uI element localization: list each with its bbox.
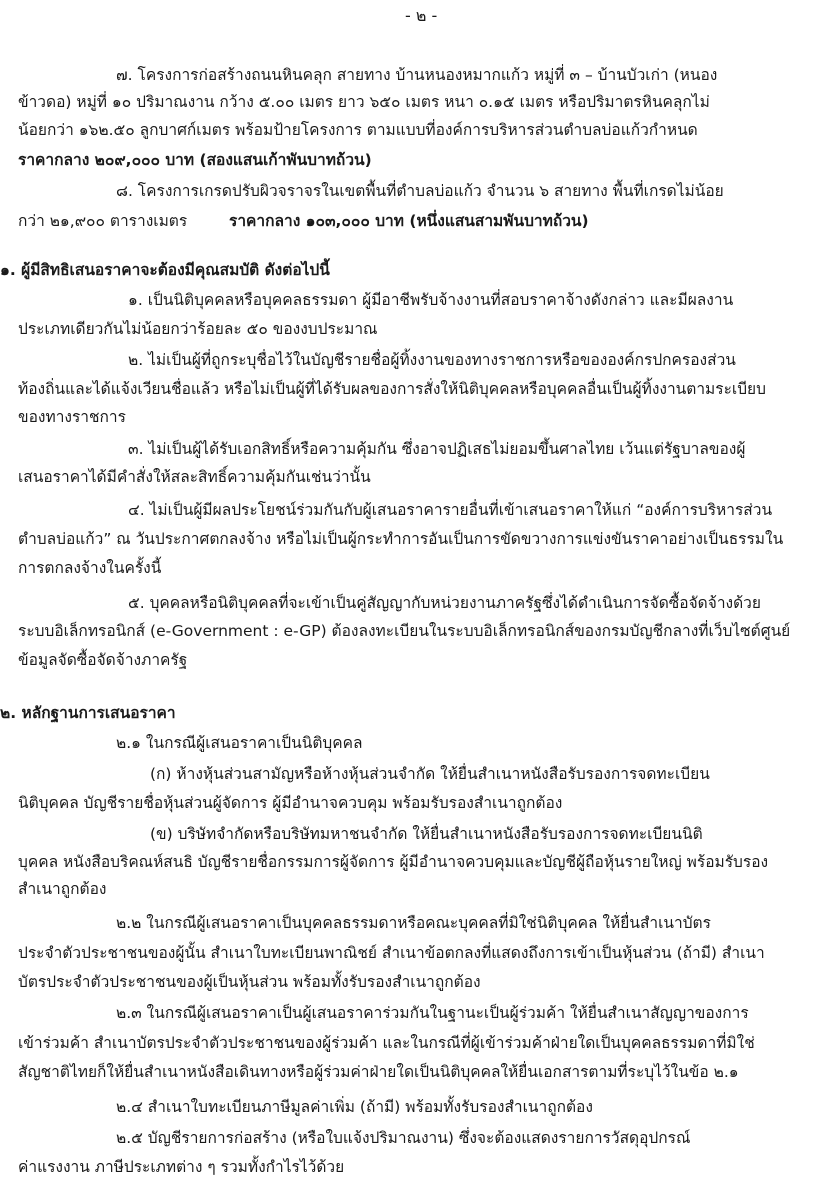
project7-line2: ข้าวดอ) หมู่ที่ ๑๐ ปริมาณงาน กว้าง ๕.๐๐ เมตร ยาว ๖๕๐ เมตร หนา ๐.๑๕ เมตร หรือปริมาตรหินคลุกไม่: [18, 93, 710, 111]
section1-item2-line1: ๒. ไม่เป็นผู้ที่ถูกระบุชื่อไว้ในบัญชีรายชื่อผู้ทิ้งงานของทางราชการหรือขององค์กรปกครองส่วน: [128, 351, 736, 369]
section2-3-line2: เข้าร่วมค้า สำเนาบัตรประจำตัวประชาชนของผู้ร่วมค้า และในกรณีที่ผู้เข้าร่วมค้าฝ่ายใดเป็นบุคคลธรรมดาที่มิใช่: [18, 1034, 755, 1052]
section2-1-heading: ๒.๑ ในกรณีผู้เสนอราคาเป็นนิติบุคคล: [116, 734, 363, 752]
section1-item1-line2: ประเภทเดียวกันไม่น้อยกว่าร้อยละ ๕๐ ของงบประมาณ: [18, 320, 378, 338]
project8-line1: ๘. โครงการเกรดปรับผิวจราจรในเขตพื้นที่ตำบลบ่อแก้ว จำนวน ๖ สายทาง พื้นที่เกรดไม่น้อย: [116, 182, 724, 200]
page-number: - ๒ -: [405, 6, 438, 25]
section2-1a-line2: นิติบุคคล บัญชีรายชื่อหุ้นส่วนผู้จัดการ ผู้มีอำนาจควบคุม พร้อมรับรองสำเนาถูกต้อง: [18, 794, 563, 812]
project8-price: ราคากลาง ๑๐๓,๐๐๐ บาท (หนึ่งแสนสามพันบาทถ้วน): [229, 212, 589, 230]
project8-line2: กว่า ๒๑,๙๐๐ ตารางเมตร: [18, 212, 188, 230]
project7-line3: น้อยกว่า ๑๖๒.๕๐ ลูกบาศก์เมตร พร้อมป้ายโครงการ ตามแบบที่องค์การบริหารส่วนตำบลบ่อแก้วกำหนด: [18, 121, 698, 139]
section1-item3-line2: เสนอราคาได้มีคำสั่งให้สละสิทธิ์ความคุ้มกันเช่นว่านั้น: [18, 468, 371, 486]
project7-price: ราคากลาง ๒๐๙,๐๐๐ บาท (สองแสนเก้าพันบาทถ้วน): [18, 151, 372, 169]
section1-item5-line1: ๕. บุคคลหรือนิติบุคคลที่จะเข้าเป็นคู่สัญญากับหน่วยงานภาครัฐซึ่งได้ดำเนินการจัดซื้อจัดจ้างด้วย: [128, 594, 761, 612]
section1-item2-line3: ของทางราชการ: [18, 408, 126, 426]
section2-heading: ๒. หลักฐานการเสนอราคา: [0, 704, 176, 722]
section1-item4-line3: การตกลงจ้างในครั้งนี้: [18, 559, 162, 577]
section2-2-line1: ๒.๒ ในกรณีผู้เสนอราคาเป็นบุคคลธรรมดาหรือคณะบุคคลที่มิใช่นิติบุคคล ให้ยื่นสำเนาบัตร: [116, 914, 711, 932]
section2-5-line2: ค่าแรงงาน ภาษีประเภทต่าง ๆ รวมทั้งกำไรไว้ด้วย: [18, 1158, 345, 1176]
section2-3-line3: สัญชาติไทยก็ให้ยื่นสำเนาหนังสือเดินทางหรือผู้ร่วมค่าฝ่ายใดเป็นนิติบุคคลให้ยื่นเอกสารตามที่ระบุไว้ในข้อ ๒.๑: [18, 1063, 739, 1081]
project7-line1: ๗. โครงการก่อสร้างถนนหินคลุก สายทาง บ้านหนองหมากแก้ว หมู่ที่ ๓ – บ้านบัวเก่า (หนอง: [116, 66, 718, 84]
section1-item5-line2: ระบบอิเล็กทรอนิกส์ (e-Government : e-GP) ต้องลงทะเบียนในระบบอิเล็กทรอนิกส์ของกรมบัญชีกลางที่เว็บไซต์ศูนย์: [18, 622, 791, 640]
section2-3-line1: ๒.๓ ในกรณีผู้เสนอราคาเป็นผู้เสนอราคาร่วมกันในฐานะเป็นผู้ร่วมค้า ให้ยื่นสำเนาสัญญาของการ: [116, 1004, 749, 1022]
section1-item5-line3: ข้อมูลจัดซื้อจัดจ้างภาครัฐ: [18, 651, 188, 669]
section2-1a-line1: (ก) ห้างหุ้นส่วนสามัญหรือห้างหุ้นส่วนจำกัด ให้ยื่นสำเนาหนังสือรับรองการจดทะเบียน: [150, 765, 710, 783]
section1-item4-line1: ๔. ไม่เป็นผู้มีผลประโยชน์ร่วมกันกับผู้เสนอราคารายอื่นที่เข้าเสนอราคาให้แก่ “องค์การบริหารส่วน: [128, 501, 773, 519]
section2-1b-line1: (ข) บริษัทจำกัดหรือบริษัทมหาชนจำกัด ให้ยื่นสำเนาหนังสือรับรองการจดทะเบียนนิติ: [150, 825, 703, 843]
section2-1b-line3: สำเนาถูกต้อง: [18, 880, 107, 898]
section1-item2-line2: ท้องถิ่นและได้แจ้งเวียนชื่อแล้ว หรือไม่เป็นผู้ที่ได้รับผลของการสั่งให้นิติบุคคลหรือบุคคลอื่นเป็นผู้ทิ้งงานตามระเบียบ: [18, 380, 766, 398]
section2-2-line3: บัตรประจำตัวประชาชนของผู้เป็นหุ้นส่วน พร้อมทั้งรับรองสำเนาถูกต้อง: [18, 973, 481, 991]
section2-1b-line2: บุคคล หนังสือบริคณห์สนธิ บัญชีรายชื่อกรรมการผู้จัดการ ผู้มีอำนาจควบคุมและบัญชีผู้ถือหุ้นรายใหญ่ พร้อมรับรอง: [18, 853, 769, 871]
section1-item3-line1: ๓. ไม่เป็นผู้ได้รับเอกสิทธิ์หรือความคุ้มกัน ซึ่งอาจปฏิเสธไม่ยอมขึ้นศาลไทย เว้นแต่รัฐบาลของผู้: [128, 440, 746, 458]
section2-2-line2: ประจำตัวประชาชนของผู้นั้น สำเนาใบทะเบียนพาณิชย์ สำเนาข้อตกลงที่แสดงถึงการเข้าเป็นหุ้นส่วน (ถ้ามี) สำเนา: [18, 944, 765, 962]
section2-5-line1: ๒.๕ บัญชีรายการก่อสร้าง (หรือใบแจ้งปริมาณงาน) ซึ่งจะต้องแสดงรายการวัสดุอุปกรณ์: [116, 1129, 691, 1147]
section1-item4-line2: ตำบลบ่อแก้ว” ณ วันประกาศตกลงจ้าง หรือไม่เป็นผู้กระทำการอันเป็นการขัดขวางการแข่งขันราคาอย่างเป็นธรรมใน: [18, 530, 784, 548]
section1-item1-line1: ๑. เป็นนิติบุคคลหรือบุคคลธรรมดา ผู้มีอาชีพรับจ้างงานที่สอบราคาจ้างดังกล่าว และมีผลงาน: [128, 291, 734, 309]
section2-4: ๒.๔ สำเนาใบทะเบียนภาษีมูลค่าเพิ่ม (ถ้ามี) พร้อมทั้งรับรองสำเนาถูกต้อง: [116, 1098, 593, 1116]
section1-heading: ๑. ผู้มีสิทธิเสนอราคาจะต้องมีคุณสมบัติ ดังต่อไปนี้: [0, 261, 330, 279]
